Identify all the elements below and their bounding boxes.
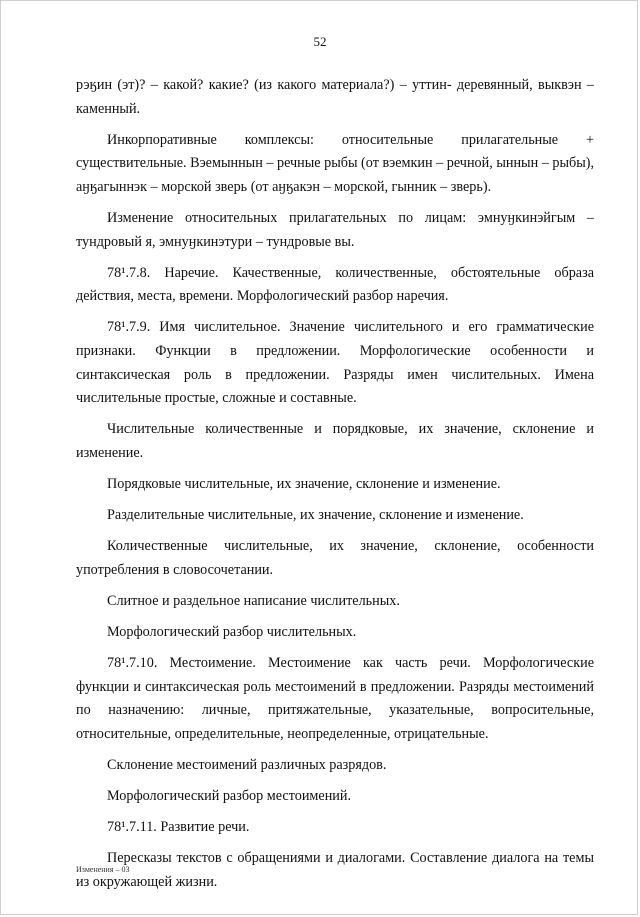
paragraph-8: Разделительные числительные, их значение, склонение и изменение. bbox=[107, 507, 524, 523]
footer-revision: Изменения – 03 bbox=[76, 865, 130, 874]
paragraph-12: 78¹.7.10. Местоимение. Местоимение как часть речи. Морфологические функции и синтаксическая роль местоимений в предложении. Разряды местоимений по назначению: личные, притяжательные, указательные, вопросительные, относительные, определительные, неопределенные, отрицательные. bbox=[76, 654, 594, 742]
paragraph-2: Инкорпоративные комплексы: относительные прилагательные + существительные. Вэемыннын – речные рыбы (от вэемкин – речной, ыннын – рыбы), аӈӄагыннэк – морской зверь (от аӈӄакэн – морской, гынник – зверь). bbox=[76, 131, 594, 195]
paragraph-11: Морфологический разбор числительных. bbox=[107, 623, 357, 640]
paragraph-16: Пересказы текстов с обращениями и диалогами. Составление диалога на темы из окружающей жизни. bbox=[76, 850, 594, 890]
paragraph-3: Изменение относительных прилагательных по лицам: эмнуӈкинэйгым – тундровый я, эмнуӈкинэтури – тундровые вы. bbox=[76, 209, 594, 250]
paragraph-6: Числительные количественные и порядковые, их значение, склонение и изменение. bbox=[76, 421, 594, 461]
paragraph-5: 78¹.7.9. Имя числительное. Значение числительного и его грамматические признаки. Функции в предложении. Морфологические особенности и синтаксическая роль в предложении. Разряды имен числительных. Имена числительные простые, сложные и составные. bbox=[76, 319, 594, 407]
paragraph-10: Слитное и раздельное написание числительных. bbox=[107, 592, 400, 609]
paragraph-14: Морфологический разбор местоимений. bbox=[107, 787, 352, 804]
page-number: 52 bbox=[313, 34, 327, 49]
paragraph-15: 78¹.7.11. Развитие речи. bbox=[107, 819, 250, 836]
document-body bbox=[76, 74, 594, 902]
paragraph-7: Порядковые числительные, их значение, склонение и изменение. bbox=[107, 475, 501, 492]
paragraph-4: 78¹.7.8. Наречие. Качественные, количественные, обстоятельные образа действия, места, времени. Морфологический разбор наречия. bbox=[76, 264, 594, 305]
paragraph-1: рэӄин (эт)? – какой? какие? (из какого материала?) – уттин- деревянный, выквэн – каменный. bbox=[76, 77, 594, 117]
paragraph-9: Количественные числительные, их значение, склонение, особенности употребления в словосочетании. bbox=[76, 538, 594, 578]
paragraph-13: Склонение местоимений различных разрядов. bbox=[107, 756, 387, 773]
